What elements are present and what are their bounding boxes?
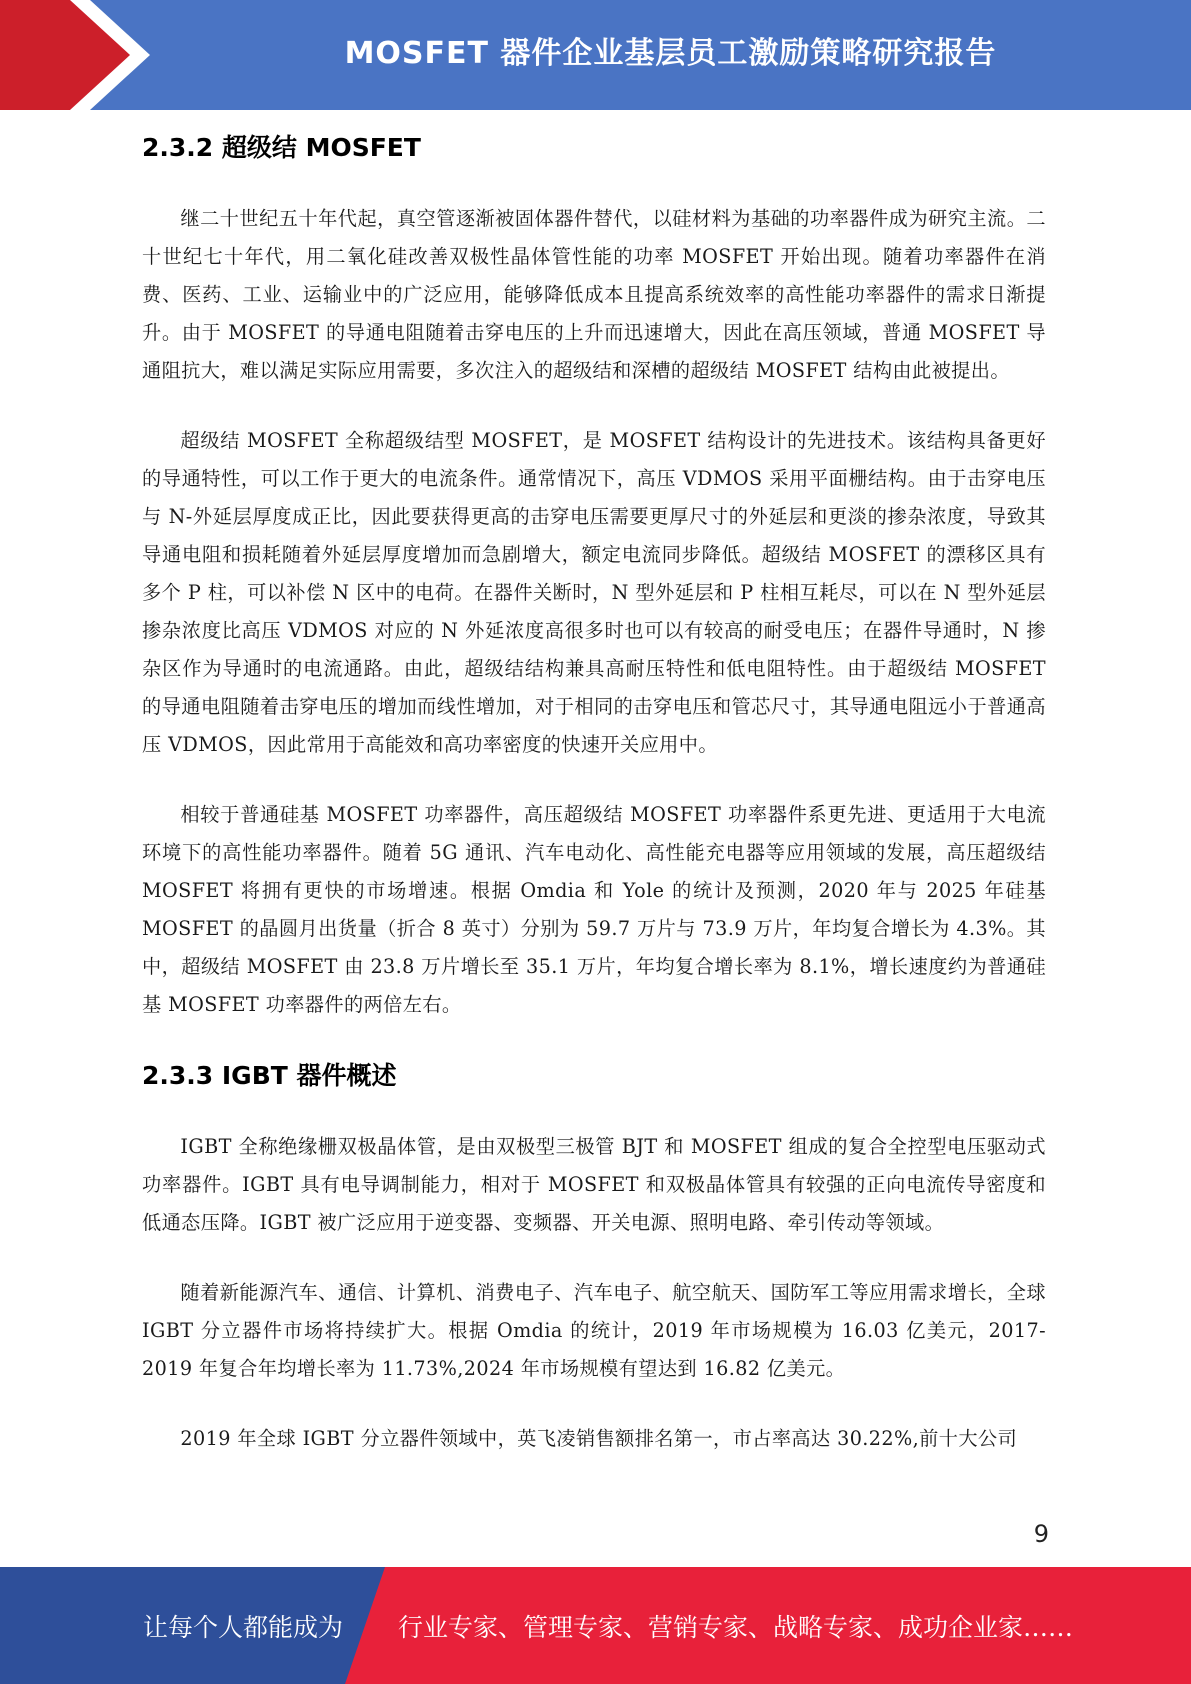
paragraph: IGBT 全称绝缘栅双极晶体管，是由双极型三极管 BJT 和 MOSFET 组成的复合全控型电压驱动式功率器件。IGBT 具有电导调制能力，相对于 MOSFET 和双极晶体管具有较强的正向电流传导密度和低通态压降。IGBT 被广泛应用于逆变器、变频器、开关电源、照明电路、牵引传动等领域。 (142, 1135, 1046, 1234)
section-heading-super-junction: 2.3.2 超级结 MOSFET (142, 133, 421, 162)
header-chevron-icon (0, 0, 160, 110)
paragraph: 继二十世纪五十年代起，真空管逐渐被固体器件替代，以硅材料为基础的功率器件成为研究主流。二十世纪七十年代，用二氧化硅改善双极性晶体管性能的功率 MOSFET 开始出现。随着功率器件在消费、医药、工业、运输业中的广泛应用，能够降低成本且提高系统效率的高性能功率器件的需求日渐提升。由于 MOSFET 的导通电阻随着击穿电压的上升而迅速增大，因此在高压领域，普通 MOSFET 导通阻抗大，难以满足实际应用需要，多次注入的超级结和深槽的超级结 MOSFET 结构由此被提出。 (142, 207, 1046, 382)
page-footer (0, 1567, 1191, 1684)
paragraph: 相较于普通硅基 MOSFET 功率器件，高压超级结 MOSFET 功率器件系更先进、更适用于大电流环境下的高性能功率器件。随着 5G 通讯、汽车电动化、高性能充电器等应用领域的发展，高压超级结 MOSFET 将拥有更快的市场增速。根据 Omdia 和 Yole 的统计及预测，2020 年与 2025 年硅基 MOSFET 的晶圆月出货量（折合 8 英寸）分别为 59.7 万片与 73.9 万片，年均复合增长为 4.3%。其中，超级结 MOSFET 由 23.8 万片增长至 35.1 万片，年均复合增长率为 8.1%，增长速度约为普通硅基 MOSFET 功率器件的两倍左右。 (142, 803, 1046, 1016)
page-header (0, 0, 1191, 110)
footer-slogan-right: 行业专家、管理专家、营销专家、战略专家、成功企业家…… (398, 1612, 1074, 1642)
paragraph: 超级结 MOSFET 全称超级结型 MOSFET，是 MOSFET 结构设计的先进技术。该结构具备更好的导通特性，可以工作于更大的电流条件。通常情况下，高压 VDMOS 采用平面栅结构。由于击穿电压与 N-外延层厚度成正比，因此要获得更高的击穿电压需要更厚尺寸的外延层和更淡的掺杂浓度，导致其导通电阻和损耗随着外延层厚度增加而急剧增大，额定电流同步降低。超级结 MOSFET 的漂移区具有多个 P 柱，可以补偿 N 区中的电荷。在器件关断时，N 型外延层和 P 柱相互耗尽，可以在 N 型外延层掺杂浓度比高压 VDMOS 对应的 N 外延浓度高很多时也可以有较高的耐受电压；在器件导通时，N 掺杂区作为导通时的电流通路。由此，超级结结构兼具高耐压特性和低电阻特性。由于超级结 MOSFET 的导通电阻随着击穿电压的增加而线性增加，对于相同的击穿电压和管芯尺寸，其导通电阻远小于普通高压 VDMOS，因此常用于高能效和高功率密度的快速开关应用中。 (142, 429, 1046, 756)
section-heading-igbt: 2.3.3 IGBT 器件概述 (142, 1061, 397, 1090)
footer-slogan-left: 让每个人都能成为 (143, 1612, 344, 1642)
paragraph: 2019 年全球 IGBT 分立器件领域中，英飞凌销售额排名第一，市占率高达 30.22%,前十大公司 (180, 1427, 1018, 1450)
paragraph: 随着新能源汽车、通信、计算机、消费电子、汽车电子、航空航天、国防军工等应用需求增长，全球 IGBT 分立器件市场将持续扩大。根据 Omdia 的统计，2019 年市场规模为 16.03 亿美元，2017-2019 年复合年均增长率为 11.73%,2024 年市场规模有望达到 16.82 亿美元。 (142, 1281, 1046, 1380)
page-number: 9 (1033, 1520, 1049, 1548)
report-title: MOSFET 器件企业基层员工激励策略研究报告 (344, 36, 997, 71)
document-body (142, 128, 1046, 1490)
